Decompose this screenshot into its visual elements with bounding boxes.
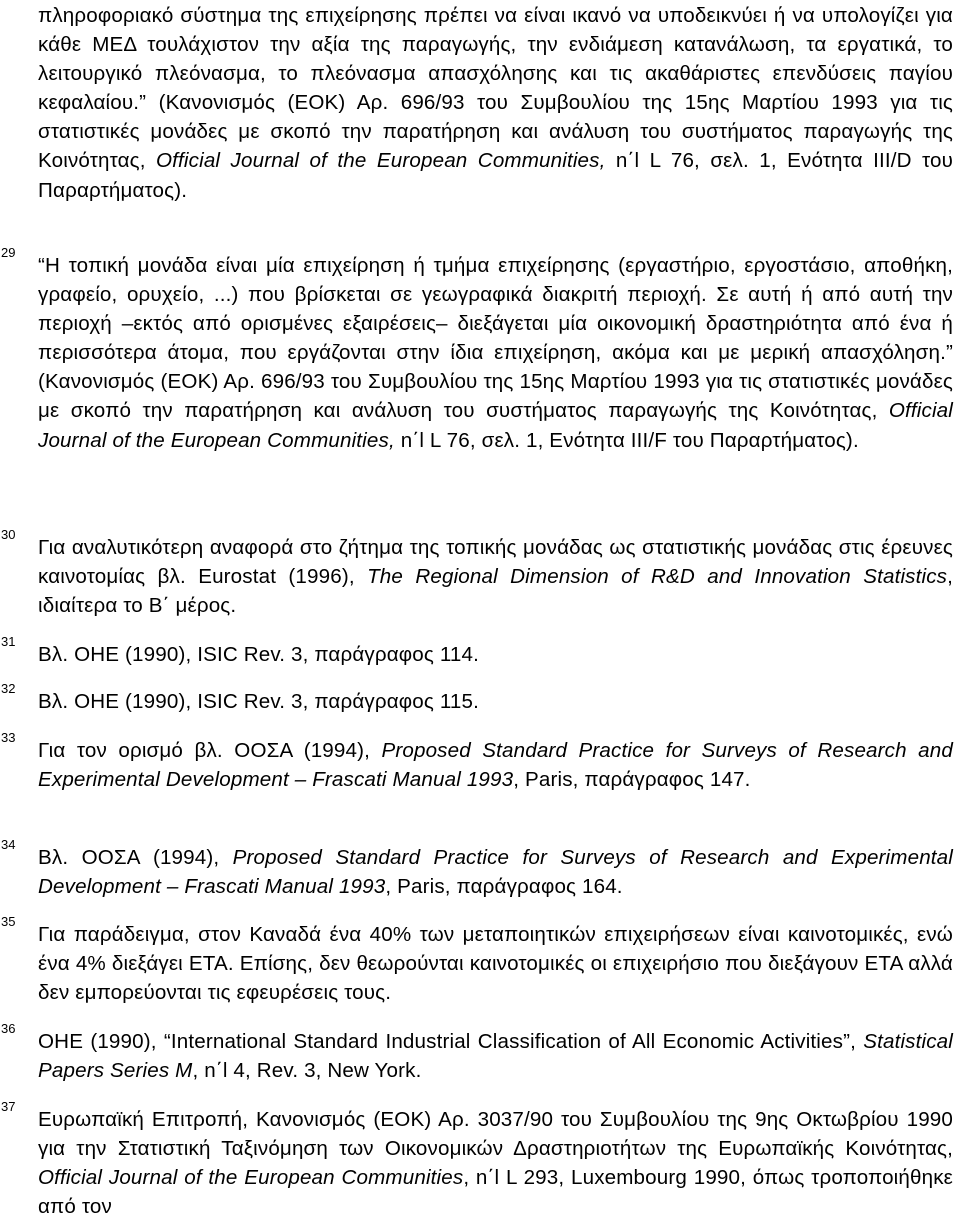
text-segment: , Paris, παράγραφος 147. bbox=[513, 768, 751, 792]
footnote-text bbox=[38, 1105, 953, 1221]
italic-segment: Proposed Standard Practice for Surveys of Research and Experimental Development – Frascati Manual 1993 bbox=[38, 739, 953, 792]
text-segment: “Η τοπική μονάδα είναι μία επιχείρηση ή τμήμα επιχείρησης (εργαστήριο, εργοστάσιο, αποθήκη, γραφείο, ορυχείο, ...) που βρίσκεται σε γεωγραφικά διακριτή περιοχή. Σε αυτή ή από αυτή την περιοχή –εκτός από ορισμένες εξαιρέσεις– διεξάγεται μία οικονομική δραστηριότητα από ένα ή περισσότερα άτομα, που εργάζονται στην ίδια επιχείρηση, ακόμα και με μερική απασχόληση.” (Κανονισμός (ΕΟΚ) Αρ. 696/93 του Συμβουλίου της 15ης Μαρτίου 1993 για τις στατιστικές μονάδες με σκοπό την παρατήρηση και ανάλυση του συστήματος παραγωγής της Κοινότητας, bbox=[38, 254, 953, 423]
text-segment: ΟΗΕ (1990), “International Standard Industrial Classification of All Economic Activities”, bbox=[38, 1030, 864, 1053]
footnote-32 bbox=[0, 681, 960, 716]
italic-segment: Official Journal of the European Communities, bbox=[38, 399, 953, 452]
text-segment: Ευρωπαϊκή Επιτροπή, Κανονισμός (ΕΟΚ) Αρ. 3037/90 του Συμβουλίου της 9ης Οκτωβρίου 1990 για την Στατιστική Ταξινόμηση των Οικονομικών Δραστηριοτήτων της Ευρωπαϊκής Κοινότητας, bbox=[38, 1108, 953, 1161]
footnote-number: 34 bbox=[1, 837, 16, 852]
text-segment: Βλ. ΟΗΕ (1990), ISIC Rev. 3, παράγραφος 114. bbox=[38, 643, 479, 666]
footnote-36 bbox=[0, 1021, 960, 1085]
footnote-number: 36 bbox=[1, 1021, 16, 1036]
footnote-number: 29 bbox=[1, 245, 16, 260]
footnote-31 bbox=[0, 634, 960, 669]
text-segment: n΄l L 76, σελ. 1, Ενότητα III/D του Παραρτήματος). bbox=[38, 149, 953, 202]
footnote-text bbox=[38, 736, 953, 794]
text-segment: , ιδιαίτερα το Β΄ μέρος. bbox=[38, 565, 953, 618]
footnote-37 bbox=[0, 1099, 960, 1221]
footnote-text bbox=[38, 1027, 953, 1085]
footnote-number: 37 bbox=[1, 1099, 16, 1114]
text-segment: Βλ. ΟΟΣΑ (1994), bbox=[38, 846, 233, 869]
footnote-text bbox=[38, 533, 953, 620]
footnote-29 bbox=[0, 245, 960, 455]
text-segment: , n΄l L 293, Luxembourg 1990, όπως τροποποιήθηκε από τον bbox=[38, 1166, 953, 1219]
footnote-number: 35 bbox=[1, 914, 16, 929]
text-segment: Για τον ορισμό βλ. ΟΟΣΑ (1994), bbox=[38, 739, 382, 762]
italic-segment: The Regional Dimension of R&D and Innovation Statistics bbox=[367, 565, 948, 589]
footnote-text bbox=[38, 843, 953, 901]
footnote-number: 30 bbox=[1, 527, 16, 542]
footnote-text bbox=[38, 640, 953, 669]
footnote-text bbox=[38, 251, 953, 455]
footnote-33 bbox=[0, 730, 960, 794]
text-segment: n΄l L 76, σελ. 1, Ενότητα III/F του Παραρτήματος). bbox=[394, 428, 859, 452]
footnote-30 bbox=[0, 527, 960, 620]
footnote-34 bbox=[0, 837, 960, 901]
text-segment: , Paris, παράγραφος 164. bbox=[385, 875, 623, 899]
footnote-number: 33 bbox=[1, 730, 16, 745]
text-segment: Βλ. ΟΗΕ (1990), ISIC Rev. 3, παράγραφος 115. bbox=[38, 690, 479, 713]
footnote-text bbox=[38, 1, 953, 205]
footnote-35 bbox=[0, 914, 960, 1007]
italic-segment: Official Journal of the European Communities, bbox=[156, 149, 606, 173]
italic-segment: Official Journal of the European Communities bbox=[38, 1166, 464, 1190]
italic-segment: Proposed Standard Practice for Surveys of Research and Experimental Development – Frascati Manual 1993 bbox=[38, 846, 953, 899]
footnote-text bbox=[38, 920, 953, 1007]
text-segment: , n΄l 4, Rev. 3, New York. bbox=[192, 1059, 422, 1083]
footnote-continued bbox=[0, 1, 960, 205]
footnote-text bbox=[38, 687, 953, 716]
text-segment: Για παράδειγμα, στον Καναδά ένα 40% των μεταποιητικών επιχειρήσεων είναι καινοτομικές, ενώ ένα 4% διεξάγει ΕΤΑ. Επίσης, δεν θεωρούνται καινοτομικές οι επιχειρήσιο που διεξάγουν ΕΤΑ αλλά δεν εμπορεύονται τις εφευρέσεις τους. bbox=[38, 923, 953, 1005]
footnote-number: 31 bbox=[1, 634, 16, 649]
text-segment: πληροφοριακό σύστημα της επιχείρησης πρέπει να είναι ικανό να υποδεικνύει ή να υπολογίζει για κάθε ΜΕΔ τουλάχιστον την αξία της παραγωγής, την ενδιάμεση κατανάλωση, τα εργατικά, το λειτουργικό πλεόνασμα, το πλεόνασμα απασχόλησης και τις ακαθάριστες επενδύσεις παγίου κεφαλαίου.” (Κανονισμός (ΕΟΚ) Αρ. 696/93 του Συμβουλίου της 15ης Μαρτίου 1993 για τις στατιστικές μονάδες με σκοπό την παρατήρηση και ανάλυση του συστήματος παραγωγής της Κοινότητας, bbox=[38, 4, 953, 173]
text-segment: Για αναλυτικότερη αναφορά στο ζήτημα της τοπικής μονάδας ως στατιστικής μονάδας στις έρευνες καινοτομίας βλ. Eurostat (1996), bbox=[38, 536, 953, 589]
italic-segment: Statistical Papers Series M bbox=[38, 1030, 953, 1083]
footnote-number: 32 bbox=[1, 681, 16, 696]
